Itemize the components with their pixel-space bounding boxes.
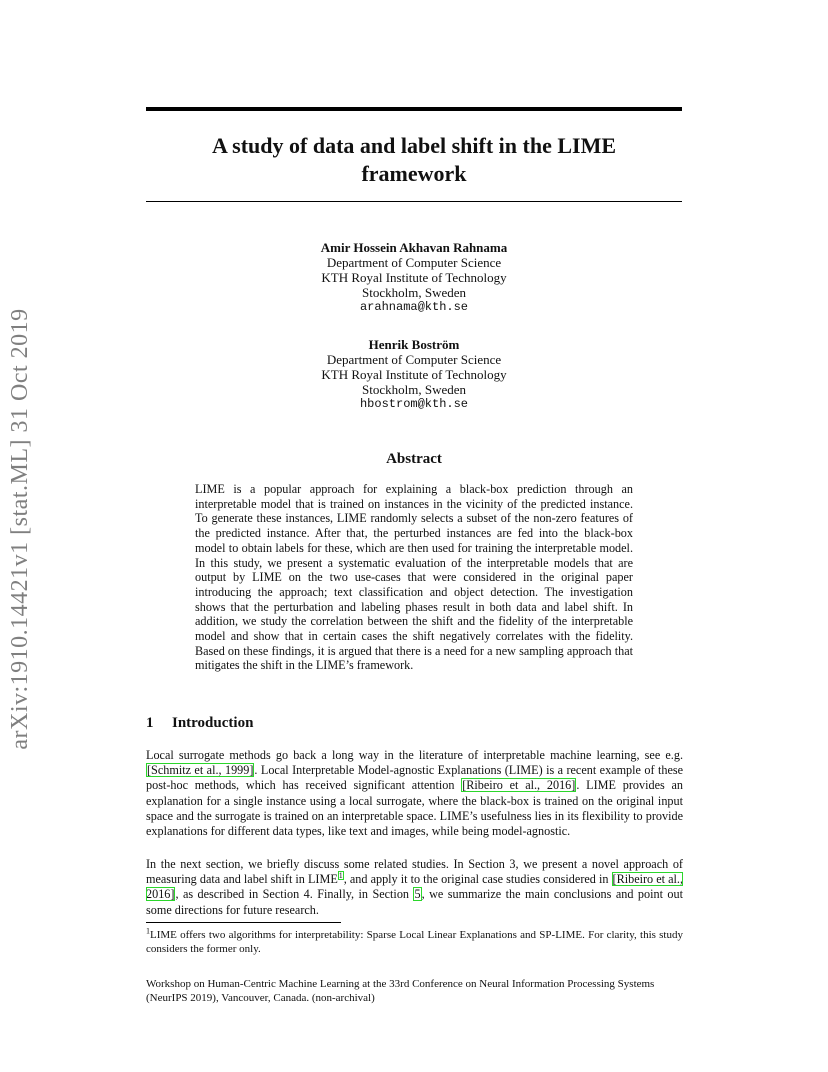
citation-link[interactable]: [Schmitz et al., 1999]: [147, 763, 254, 778]
intro-paragraph-1: [146, 748, 683, 839]
abstract-text: LIME is a popular approach for explaining a black-box prediction through an interpretable model that is trained on instances in the vicinity of the predicted instance. To generate these instances, LIME randomly selects a subset of the non-zero features of the predicted instance. After that, the perturbed instances are fed into the black-box model to obtain labels for these, which are then used for training the interpretable model. In this study, we present a systematic evaluation of the interpretable models that are output by LIME on the two use-cases that were considered in the original paper introducing the approach; text classification and object detection. The investigation shows that the perturbation and labeling phases result in both data and label shift. In addition, we study the correlation between the shift and the fidelity of the interpretable model and show that in certain cases the shift negatively correlates with the fidelity. Based on these findings, it is argued that there is a need for a new sampling approach that mitigates the shift in the LIME’s framework.: [195, 482, 633, 673]
footnote-link[interactable]: 1: [338, 871, 343, 881]
paragraph-text: . Local Interpretable Model-agnostic Explanations (LIME) is a recent example of these post-hoc methods, which has received significant attention: [146, 763, 683, 793]
paper-title: [146, 132, 682, 188]
footnote-mark: 1: [146, 926, 150, 936]
author-city: Stockholm, Sweden: [362, 285, 466, 300]
intro-paragraph-2: [146, 857, 683, 918]
author-block-2: [146, 337, 682, 412]
author-institution: KTH Royal Institute of Technology: [321, 367, 507, 382]
abstract-heading: Abstract: [386, 451, 442, 467]
author-name: Henrik Boström: [368, 337, 460, 352]
venue-note: Workshop on Human-Centric Machine Learning at the 33rd Conference on Neural Information Processing Systems (NeurIPS 2019), Vancouver, Canada. (non-archival): [146, 978, 655, 1004]
citation-link[interactable]: [Ribeiro et al., 2016]: [462, 778, 576, 793]
author-department: Department of Computer Science: [326, 255, 502, 270]
section-title: Introduction: [172, 715, 254, 731]
footnote-text: LIME offers two algorithms for interpretability: Sparse Local Linear Explanations and SP-LIME. For clarity, this study considers the former only.: [146, 929, 683, 955]
paragraph-text: , as described in Section 4. Finally, in Section: [175, 887, 414, 902]
paragraph-text: . LIME provides an explanation for a single instance using a local surrogate, where the black-box is trained on the original input space and the surrogate is trained on an interpretable space. LIME’s usefulness lies in its flexibility to provide explanations for different data types, like text and images, while being model-agnostic.: [146, 778, 684, 839]
arxiv-id: arXiv:1910.14421v1 [stat.ML] 31 Oct 2019: [7, 308, 33, 750]
paragraph-text: Local surrogate methods go back a long way in the literature of interpretable machine learning, see e.g.: [146, 748, 683, 762]
footnote: [146, 928, 683, 956]
title-rule-top: [146, 107, 682, 111]
citation-link[interactable]: [Ribeiro et al., 2016]: [146, 872, 683, 902]
author-block-1: [146, 240, 682, 315]
title-line-1: A study of data and label shift in the LIME: [211, 133, 617, 158]
section-link[interactable]: 5: [414, 887, 421, 902]
section-heading-introduction: [146, 714, 253, 732]
paragraph-text: , and apply it to the original case studies considered in: [343, 872, 612, 887]
author-name: Amir Hossein Akhavan Rahnama: [320, 240, 508, 255]
section-number: 1: [146, 715, 154, 731]
author-email[interactable]: arahnama@kth.se: [359, 300, 469, 314]
paragraph-text: In the next section, we briefly discuss some related studies. In Section 3, we present a novel approach of measuring data and label shift in LIME: [146, 857, 683, 887]
title-rule-bottom: [146, 201, 682, 202]
paragraph-text: , we summarize the main conclusions and point out some directions for future research.: [146, 887, 683, 917]
author-city: Stockholm, Sweden: [362, 382, 466, 397]
title-line-2: framework: [361, 161, 467, 186]
author-institution: KTH Royal Institute of Technology: [321, 270, 507, 285]
footnote-rule: [146, 922, 341, 923]
author-email[interactable]: hbostrom@kth.se: [359, 397, 469, 411]
author-department: Department of Computer Science: [326, 352, 502, 367]
